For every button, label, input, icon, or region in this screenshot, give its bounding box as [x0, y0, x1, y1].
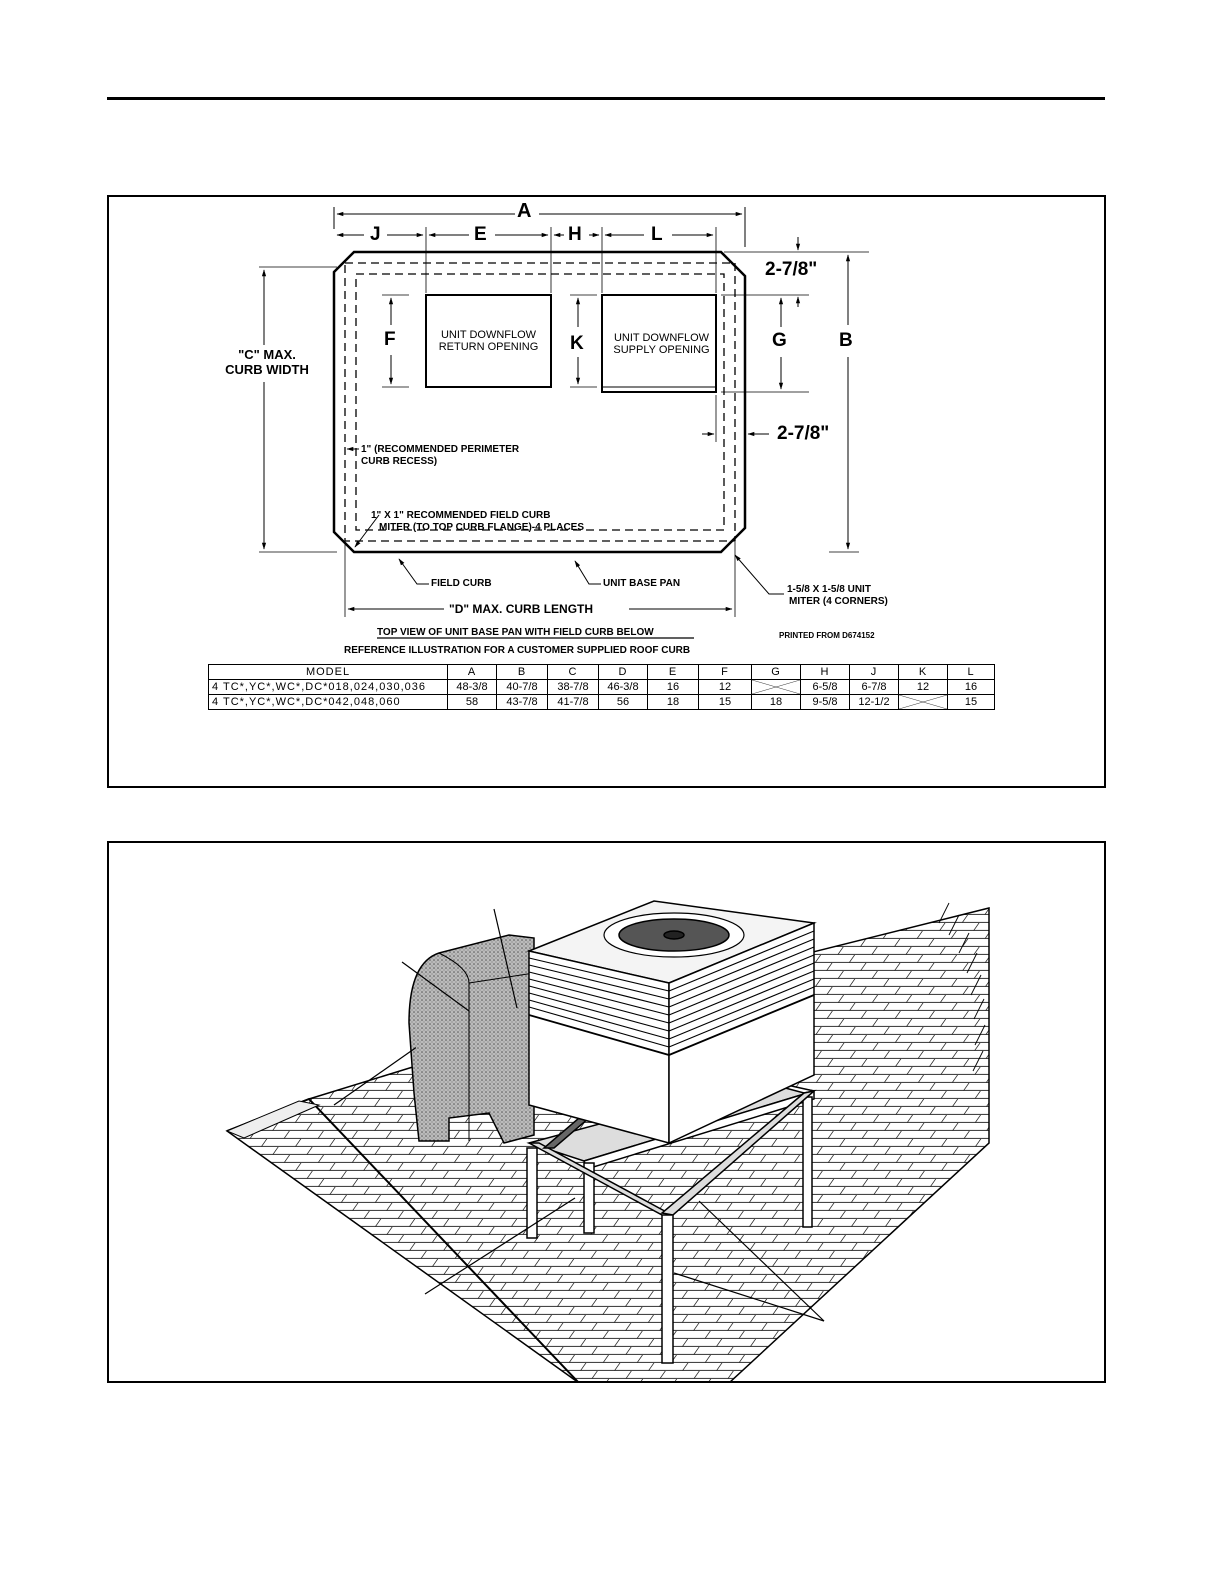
field-curb-label: FIELD CURB	[431, 578, 492, 589]
header-f: F	[699, 665, 752, 680]
dim-k-label: K	[570, 333, 584, 354]
cell-h: 9-5/8	[801, 695, 850, 710]
cell-c: 41-7/8	[548, 695, 599, 710]
printed-from-note: PRINTED FROM D674152	[779, 631, 875, 640]
cell-b: 40-7/8	[497, 680, 548, 695]
curb-width-line-2: CURB WIDTH	[225, 362, 309, 377]
right-offset-label: 2-7/8"	[777, 423, 830, 444]
perimeter-note	[361, 444, 519, 468]
table-row	[209, 695, 995, 710]
cell-e: 16	[648, 680, 699, 695]
rooftop-unit-illustration	[109, 843, 1104, 1381]
dim-g-label: G	[772, 330, 787, 351]
cell-j: 6-7/8	[850, 680, 899, 695]
return-opening-line-1: UNIT DOWNFLOW	[440, 329, 537, 341]
cell-g-not-applicable	[752, 680, 801, 695]
curb-length-label: "D" MAX. CURB LENGTH	[449, 602, 594, 616]
supply-opening-line-2: SUPPLY OPENING	[613, 344, 710, 356]
dimension-table	[208, 664, 995, 710]
dim-f-label: F	[384, 329, 396, 350]
cell-model: 4 TC*,YC*,WC*,DC*042,048,060	[209, 695, 448, 710]
table-header-row	[209, 665, 995, 680]
figure-caption-line-1: TOP VIEW OF UNIT BASE PAN WITH FIELD CURB BELOW	[377, 627, 654, 638]
cell-e: 18	[648, 695, 699, 710]
unit-miter-line-2: MITER (4 CORNERS)	[789, 596, 888, 607]
cell-g: 18	[752, 695, 801, 710]
perimeter-note-line-1: 1" (RECOMMENDED PERIMETER	[361, 444, 520, 455]
header-g: G	[752, 665, 801, 680]
table-row	[209, 680, 995, 695]
cell-k: 12	[899, 680, 948, 695]
header-c: C	[548, 665, 599, 680]
cell-k-not-applicable	[899, 695, 948, 710]
curb-width-line-1: "C" MAX.	[238, 347, 296, 362]
dim-h-label: H	[568, 224, 582, 245]
duct-work	[409, 935, 534, 1143]
miter-note-line-2: MITER (TO TOP CURB FLANGE)-4 PLACES	[379, 522, 585, 533]
supply-opening-line-1: UNIT DOWNFLOW	[613, 332, 710, 344]
dim-a-label: A	[517, 200, 532, 222]
figure-caption-line-2: REFERENCE ILLUSTRATION FOR A CUSTOMER SUPPLIED ROOF CURB	[344, 645, 691, 656]
header-l: L	[948, 665, 995, 680]
header-b: B	[497, 665, 548, 680]
top-offset-label: 2-7/8"	[765, 259, 818, 280]
cell-f: 15	[699, 695, 752, 710]
cell-l: 16	[948, 680, 995, 695]
header-e: E	[648, 665, 699, 680]
cell-a: 58	[448, 695, 497, 710]
cell-j: 12-1/2	[850, 695, 899, 710]
cell-d: 46-3/8	[599, 680, 648, 695]
header-a: A	[448, 665, 497, 680]
dim-b-label: B	[839, 330, 853, 351]
cell-f: 12	[699, 680, 752, 695]
return-opening-label	[426, 329, 551, 353]
perimeter-note-line-2: CURB RECESS)	[361, 456, 438, 467]
cell-l: 15	[948, 695, 995, 710]
cell-h: 6-5/8	[801, 680, 850, 695]
miter-note-line-1: 1" X 1" RECOMMENDED FIELD CURB	[371, 510, 551, 521]
header-d: D	[599, 665, 648, 680]
dim-j-label: J	[370, 224, 381, 245]
dim-e-label: E	[474, 224, 487, 245]
cell-model: 4 TC*,YC*,WC*,DC*018,024,030,036	[209, 680, 448, 695]
unit-miter-line-1: 1-5/8 X 1-5/8 UNIT	[787, 584, 871, 595]
cell-a: 48-3/8	[448, 680, 497, 695]
page-header-rule	[107, 97, 1105, 100]
rooftop-installation-illustration	[107, 841, 1106, 1383]
header-model: MODEL	[209, 665, 448, 680]
cell-b: 43-7/8	[497, 695, 548, 710]
return-opening-line-2: RETURN OPENING	[438, 341, 539, 353]
unit-base-pan-label: UNIT BASE PAN	[603, 578, 681, 589]
curb-dimension-figure	[107, 195, 1106, 788]
header-h: H	[801, 665, 850, 680]
miter-note	[371, 510, 584, 534]
curb-width-label	[217, 347, 317, 377]
header-j: J	[850, 665, 899, 680]
cell-c: 38-7/8	[548, 680, 599, 695]
dim-l-label: L	[651, 224, 663, 245]
supply-opening-label	[609, 332, 714, 356]
cell-d: 56	[599, 695, 648, 710]
unit-miter-note	[787, 584, 888, 608]
header-k: K	[899, 665, 948, 680]
